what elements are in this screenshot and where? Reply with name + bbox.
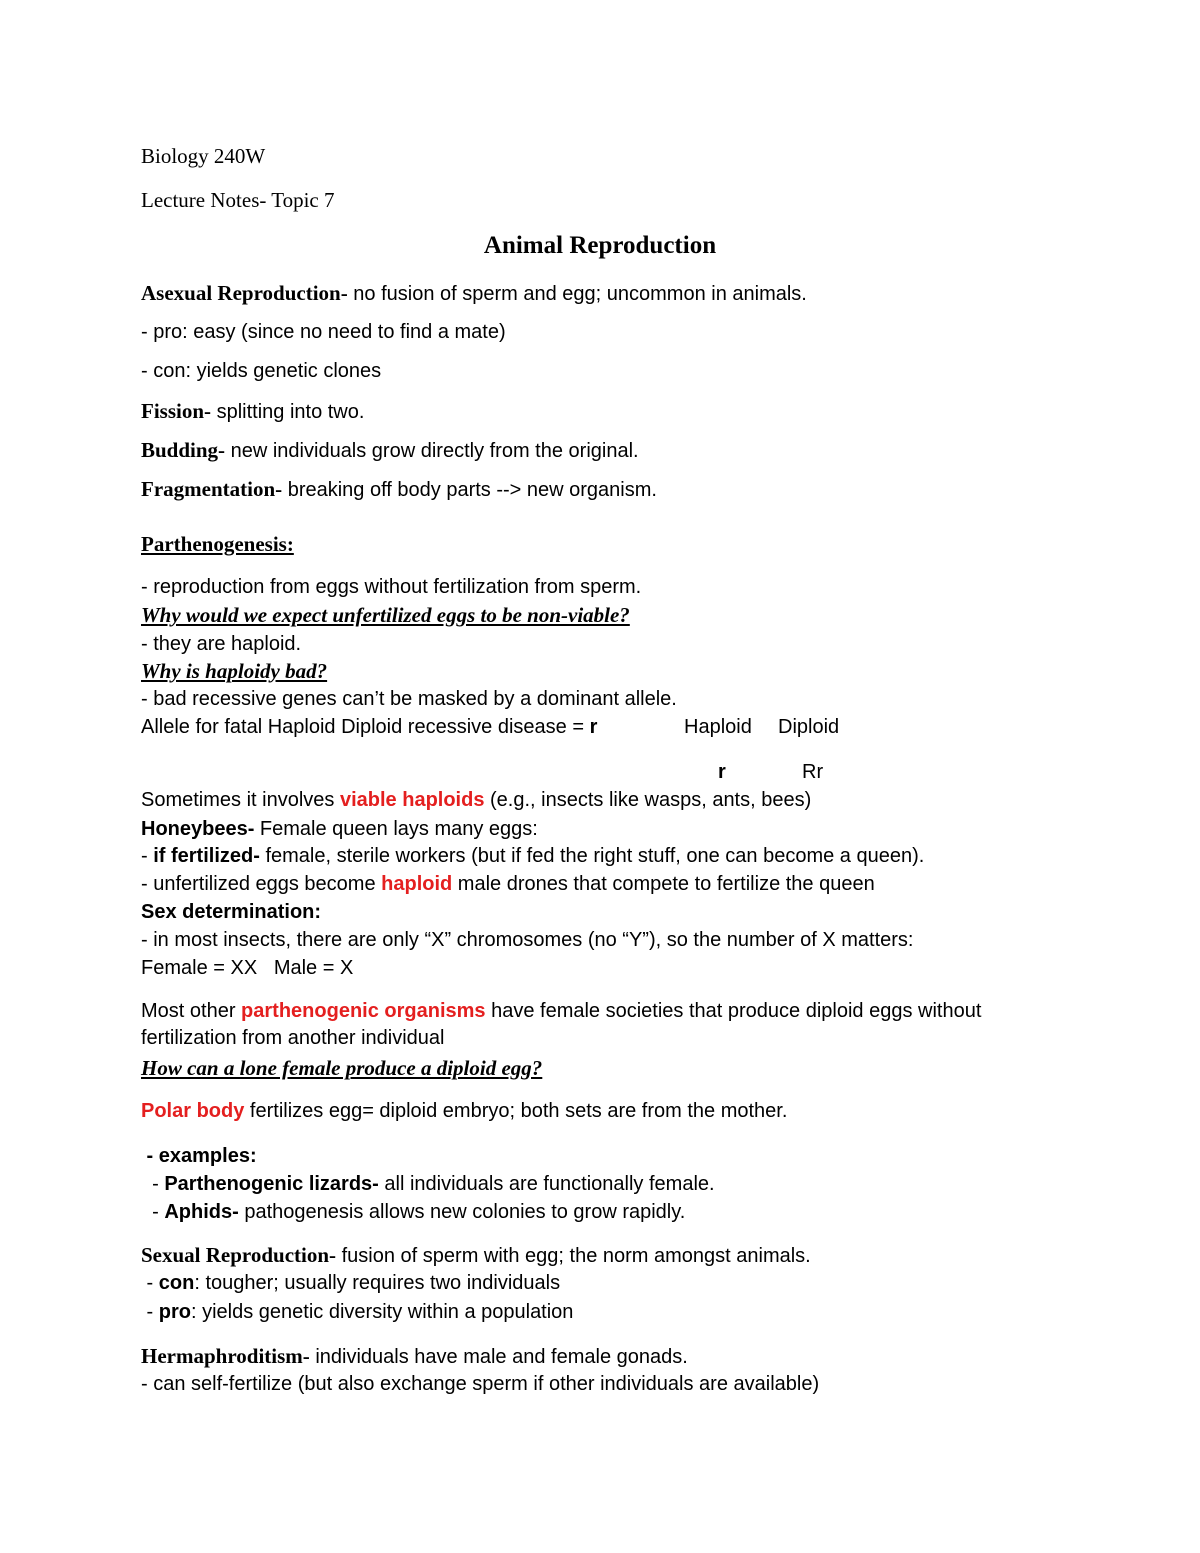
sexual-pro bbox=[141, 1302, 573, 1322]
fragmentation-line bbox=[141, 479, 657, 500]
sexual-reproduction-line bbox=[141, 1245, 811, 1266]
allele-text: Allele for fatal Haploid Diploid recessive disease = bbox=[141, 716, 590, 738]
e1-pre: - bbox=[141, 1173, 165, 1195]
fertilized-pre: - bbox=[141, 845, 154, 867]
examples-heading: - examples: bbox=[141, 1145, 257, 1167]
sexual-con bbox=[141, 1273, 560, 1293]
example-aphids bbox=[141, 1202, 685, 1222]
sexual-def: fusion of sperm with egg; the norm amongst animals. bbox=[336, 1245, 811, 1267]
fragmentation-def: breaking off body parts --> new organism. bbox=[282, 479, 657, 501]
fission-def: splitting into two. bbox=[211, 401, 365, 423]
answer-recessive: - bad recessive genes can’t be masked by a dominant allele. bbox=[141, 688, 677, 710]
haploids-pre: Sometimes it involves bbox=[141, 789, 340, 811]
hermaphroditism-self-fertilize: - can self-fertilize (but also exchange sperm if other individuals are available) bbox=[141, 1373, 820, 1395]
pro-term: pro bbox=[158, 1301, 191, 1323]
asexual-con: - con: yields genetic clones bbox=[141, 360, 382, 382]
col-diploid: Diploid bbox=[778, 716, 840, 738]
honeybees-unfertilized bbox=[141, 874, 875, 894]
fission-term: Fission- bbox=[141, 399, 212, 423]
col-haploid: Haploid bbox=[684, 716, 752, 738]
hermaphroditism-line bbox=[141, 1346, 688, 1367]
honeybees-def: Female queen lays many eggs: bbox=[254, 818, 538, 840]
val-haploid: r bbox=[718, 761, 726, 783]
pro-pre: - bbox=[141, 1301, 159, 1323]
page-title: Animal Reproduction bbox=[483, 232, 717, 259]
budding-def: new individuals grow directly from the original. bbox=[225, 440, 639, 462]
e2-pre: - bbox=[141, 1201, 165, 1223]
question-non-viable: Why would we expect unfertilized eggs to be non-viable? bbox=[141, 603, 630, 627]
budding-line bbox=[141, 440, 639, 461]
asexual-def: no fusion of sperm and egg; uncommon in animals. bbox=[347, 283, 807, 305]
honeybees-term: Honeybees- bbox=[141, 818, 255, 840]
haploid-term: haploid bbox=[381, 873, 453, 895]
answer-haploid: - they are haploid. bbox=[141, 633, 302, 655]
honeybees-line bbox=[141, 818, 538, 839]
question-diploid-egg: How can a lone female produce a diploid egg? bbox=[141, 1056, 543, 1080]
budding-term: Budding- bbox=[141, 438, 226, 462]
viable-haploids-line bbox=[141, 790, 811, 810]
fission-line bbox=[141, 401, 364, 422]
asexual-pro: - pro: easy (since no need to find a mate) bbox=[141, 321, 506, 343]
lizards-term: Parthenogenic lizards- bbox=[164, 1173, 379, 1195]
aphids-term: Aphids- bbox=[164, 1201, 239, 1223]
allele-line bbox=[141, 717, 597, 737]
parthenogenesis-def: - reproduction from eggs without fertilization from sperm. bbox=[141, 576, 642, 598]
course-name: Biology 240W bbox=[141, 144, 266, 168]
sex-determination-heading: Sex determination: bbox=[141, 901, 322, 923]
hermaphroditism-def: individuals have male and female gonads. bbox=[309, 1346, 688, 1368]
pro-post: : yields genetic diversity within a population bbox=[191, 1301, 574, 1323]
con-post: : tougher; usually requires two individuals bbox=[194, 1272, 561, 1294]
parthenogenesis-heading: Parthenogenesis: bbox=[141, 532, 294, 556]
e2-post: pathogenesis allows new colonies to grow rapidly. bbox=[238, 1201, 686, 1223]
haploids-post: (e.g., insects like wasps, ants, bees) bbox=[484, 789, 812, 811]
polar-post: fertilizes egg= diploid embryo; both sets are from the mother. bbox=[244, 1100, 788, 1122]
unfertilized-pre: - unfertilized eggs become bbox=[141, 873, 382, 895]
con-term: con bbox=[158, 1272, 195, 1294]
polar-body-term: Polar body bbox=[141, 1100, 245, 1122]
question-haploidy: Why is haploidy bad? bbox=[141, 659, 328, 683]
fragmentation-term: Fragmentation- bbox=[141, 477, 283, 501]
sex-determination-text: - in most insects, there are only “X” chromosomes (no “Y”), so the number of X matters: bbox=[141, 929, 914, 951]
polar-body-line bbox=[141, 1101, 787, 1121]
lecture-label: Lecture Notes- Topic 7 bbox=[141, 188, 335, 212]
parthenogenic-organisms-term: parthenogenic organisms bbox=[241, 1000, 486, 1022]
example-lizards bbox=[141, 1174, 715, 1194]
unfertilized-post: male drones that compete to fertilize the queen bbox=[452, 873, 875, 895]
fertilized-term: if fertilized- bbox=[153, 845, 260, 867]
hermaphroditism-term: Hermaphroditism- bbox=[141, 1344, 310, 1368]
other-pre: Most other bbox=[141, 1000, 242, 1022]
sex-determination-values: Female = XX Male = X bbox=[141, 957, 354, 979]
viable-haploids-term: viable haploids bbox=[339, 789, 485, 811]
honeybees-fertilized bbox=[141, 846, 924, 866]
other-organisms-paragraph bbox=[141, 998, 1051, 1052]
allele-r: r bbox=[589, 716, 598, 738]
other-post: have female societies that produce diploid eggs without fertilization from another individual bbox=[141, 1000, 982, 1049]
e1-post: all individuals are functionally female. bbox=[378, 1173, 715, 1195]
asexual-definition bbox=[141, 283, 807, 304]
con-pre: - bbox=[141, 1272, 159, 1294]
asexual-term: Asexual Reproduction- bbox=[141, 281, 348, 305]
sexual-term: Sexual Reproduction- bbox=[141, 1243, 337, 1267]
val-diploid: Rr bbox=[802, 761, 824, 783]
fertilized-post: female, sterile workers (but if fed the right stuff, one can become a queen). bbox=[259, 845, 925, 867]
